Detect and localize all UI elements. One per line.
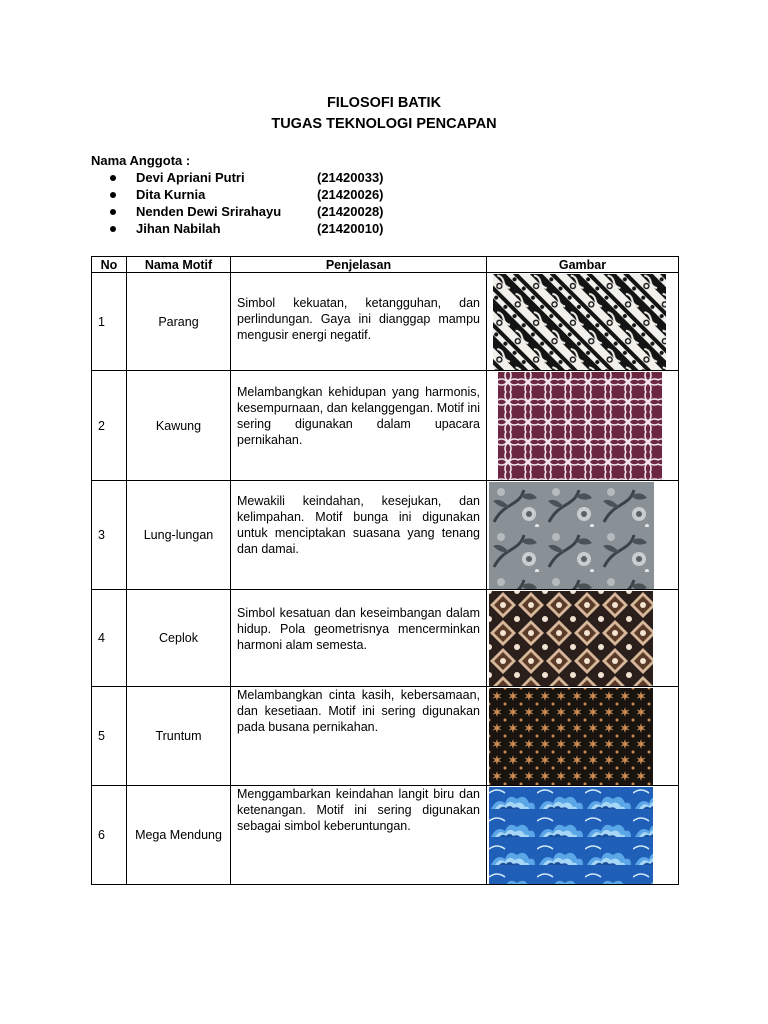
table-row bbox=[92, 590, 679, 687]
table-row bbox=[92, 371, 679, 481]
table-row bbox=[92, 687, 679, 786]
members-label: Nama Anggota : bbox=[91, 153, 191, 168]
parang-pattern bbox=[493, 274, 666, 370]
motif-name: Mega Mendung bbox=[127, 786, 231, 885]
row-number: 3 bbox=[92, 481, 127, 590]
motif-image-cell bbox=[487, 371, 679, 481]
header-motif: Nama Motif bbox=[127, 257, 231, 273]
row-number: 4 bbox=[92, 590, 127, 687]
header-desc: Penjelasan bbox=[231, 257, 487, 273]
motif-image-cell bbox=[487, 590, 679, 687]
member-nim: (21420028) bbox=[317, 204, 384, 219]
kawung-pattern bbox=[498, 372, 662, 480]
table-row bbox=[92, 481, 679, 590]
member-name: Devi Apriani Putri bbox=[136, 170, 245, 185]
motif-name: Truntum bbox=[127, 687, 231, 786]
table-header-row bbox=[92, 257, 679, 273]
motif-description: Menggambarkan keindahan langit biru dan ketenangan. Motif ini sering digunakan sebagai simbol keberuntungan. bbox=[231, 786, 487, 885]
bullet-icon bbox=[110, 209, 116, 215]
motif-image-cell bbox=[487, 273, 679, 371]
motif-image-cell bbox=[487, 687, 679, 786]
lung-lungan-pattern bbox=[489, 482, 654, 589]
member-item bbox=[110, 204, 430, 221]
motif-name: Lung-lungan bbox=[127, 481, 231, 590]
member-item bbox=[110, 187, 430, 204]
bullet-icon bbox=[110, 175, 116, 181]
header-no: No bbox=[92, 257, 127, 273]
motif-name: Parang bbox=[127, 273, 231, 371]
motif-description: Melambangkan kehidupan yang harmonis, kesempurnaan, dan kelanggengan. Motif ini sering digunakan dalam upacara pernikahan. bbox=[231, 371, 487, 481]
motif-image-cell bbox=[487, 786, 679, 885]
table-row bbox=[92, 273, 679, 371]
bullet-icon bbox=[110, 226, 116, 232]
truntum-pattern bbox=[489, 688, 653, 785]
row-number: 5 bbox=[92, 687, 127, 786]
motif-name: Kawung bbox=[127, 371, 231, 481]
row-number: 1 bbox=[92, 273, 127, 371]
motif-description: Melambangkan cinta kasih, kebersamaan, dan kesetiaan. Motif ini sering digunakan pada busana pernikahan. bbox=[231, 687, 487, 786]
member-name: Dita Kurnia bbox=[136, 187, 206, 202]
document-title: FILOSOFI BATIK bbox=[326, 95, 442, 111]
row-number: 2 bbox=[92, 371, 127, 481]
row-number: 6 bbox=[92, 786, 127, 885]
member-nim: (21420033) bbox=[317, 170, 384, 185]
motif-description: Simbol kekuatan, ketangguhan, dan perlindungan. Gaya ini dianggap mampu mengusir energi negatif. bbox=[231, 273, 487, 371]
table-row bbox=[92, 786, 679, 885]
member-name: Jihan Nabilah bbox=[136, 221, 221, 236]
document-subtitle: TUGAS TEKNOLOGI PENCAPAN bbox=[271, 116, 497, 132]
member-nim: (21420010) bbox=[317, 221, 384, 236]
motif-image-cell bbox=[487, 481, 679, 590]
motif-name: Ceplok bbox=[127, 590, 231, 687]
member-item bbox=[110, 221, 430, 238]
ceplok-pattern bbox=[489, 591, 653, 686]
batik-table bbox=[91, 256, 679, 885]
member-item bbox=[110, 170, 430, 187]
header-image: Gambar bbox=[487, 257, 679, 273]
bullet-icon bbox=[110, 192, 116, 198]
member-name: Nenden Dewi Srirahayu bbox=[136, 204, 282, 219]
member-nim: (21420026) bbox=[317, 187, 384, 202]
mega-mendung-pattern bbox=[489, 787, 653, 884]
motif-description: Simbol kesatuan dan keseimbangan dalam hidup. Pola geometrisnya mencerminkan harmoni alam semesta. bbox=[231, 590, 487, 687]
motif-description: Mewakili keindahan, kesejukan, dan kelimpahan. Motif bunga ini digunakan untuk menciptakan suasana yang tenang dan damai. bbox=[231, 481, 487, 590]
